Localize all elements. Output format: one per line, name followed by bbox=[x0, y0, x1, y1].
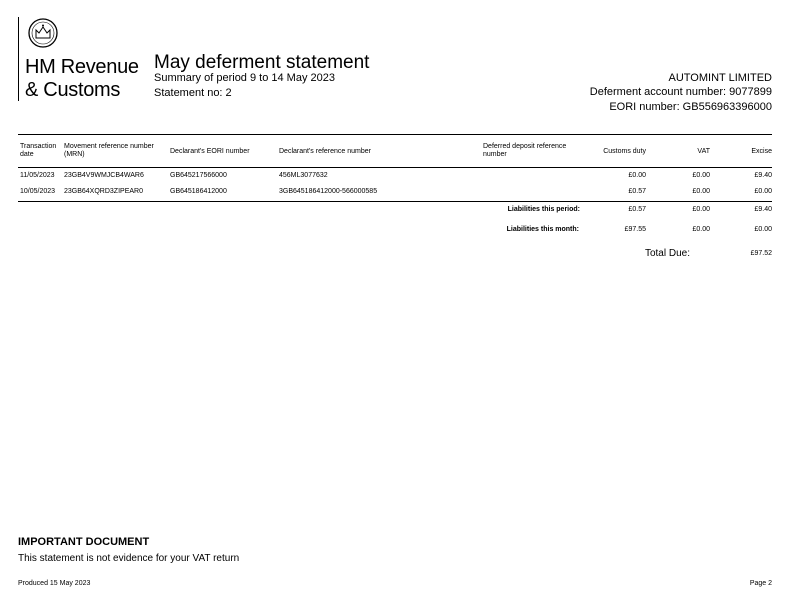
logo-divider bbox=[18, 17, 19, 101]
col-header-declarant-ref: Declarant's reference number bbox=[279, 148, 371, 155]
deferment-account: Deferment account number: 9077899 bbox=[589, 86, 772, 98]
row-customs: £0.57 bbox=[628, 188, 646, 195]
row-vat: £0.00 bbox=[692, 188, 710, 195]
row-eori: GB645217566000 bbox=[170, 172, 227, 179]
row-mrn: 23GB4V9WMJCB4WAR6 bbox=[64, 172, 144, 179]
col-header-vat: VAT bbox=[697, 148, 710, 155]
liabilities-month-label: Liabilities this month: bbox=[506, 226, 579, 233]
brand-line-2: & Customs bbox=[25, 79, 121, 101]
row-date: 10/05/2023 bbox=[20, 188, 56, 195]
row-customs: £0.00 bbox=[628, 172, 646, 179]
row-mrn: 23GB64XQRD3ZIPEAR0 bbox=[64, 188, 143, 195]
company-name: AUTOMINT LIMITED bbox=[668, 72, 772, 84]
row-ref: 3GB645186412000-566000585 bbox=[279, 188, 378, 195]
page-title: May deferment statement bbox=[154, 52, 370, 73]
company-eori: EORI number: GB556963396000 bbox=[609, 101, 772, 113]
liabilities-month-vat: £0.00 bbox=[692, 226, 710, 233]
row-vat: £0.00 bbox=[692, 172, 710, 179]
row-ref: 456ML3077632 bbox=[279, 172, 328, 179]
row-date: 11/05/2023 bbox=[20, 172, 55, 179]
col-header-deposit-ref: Deferred deposit reference number bbox=[483, 143, 567, 158]
liabilities-period-vat: £0.00 bbox=[692, 206, 710, 213]
statement-number: Statement no: 2 bbox=[154, 87, 232, 99]
col-header-date: Transaction date bbox=[20, 143, 57, 158]
total-due-label: Total Due: bbox=[644, 248, 690, 259]
col-header-excise: Excise bbox=[751, 148, 772, 155]
row-excise: £0.00 bbox=[754, 188, 772, 195]
table-body-rule bbox=[18, 201, 772, 202]
row-eori: GB645186412000 bbox=[170, 188, 227, 195]
page-number: Page 2 bbox=[749, 580, 772, 587]
row-excise: £9.40 bbox=[754, 172, 772, 179]
liabilities-period-label: Liabilities this period: bbox=[507, 206, 580, 213]
liabilities-period-customs: £0.57 bbox=[628, 206, 646, 213]
important-title: IMPORTANT DOCUMENT bbox=[18, 536, 150, 548]
total-due-value: £97.52 bbox=[750, 250, 772, 257]
col-header-declarant-eori: Declarant's EORI number bbox=[170, 148, 250, 155]
table-top-rule bbox=[18, 134, 772, 135]
col-header-mrn: Movement reference number (MRN) bbox=[64, 143, 154, 158]
produced-date: Produced 15 May 2023 bbox=[18, 580, 91, 587]
liabilities-month-customs: £97.55 bbox=[624, 226, 646, 233]
liabilities-month-excise: £0.00 bbox=[754, 226, 772, 233]
period-summary: Summary of period 9 to 14 May 2023 bbox=[154, 72, 335, 84]
royal-crest-icon bbox=[27, 16, 59, 50]
table-header-rule bbox=[18, 167, 772, 168]
important-text: This statement is not evidence for your VAT return bbox=[18, 553, 240, 564]
col-header-customs: Customs duty bbox=[603, 148, 646, 155]
brand-line-1: HM Revenue bbox=[25, 56, 139, 78]
liabilities-period-excise: £9.40 bbox=[754, 206, 772, 213]
